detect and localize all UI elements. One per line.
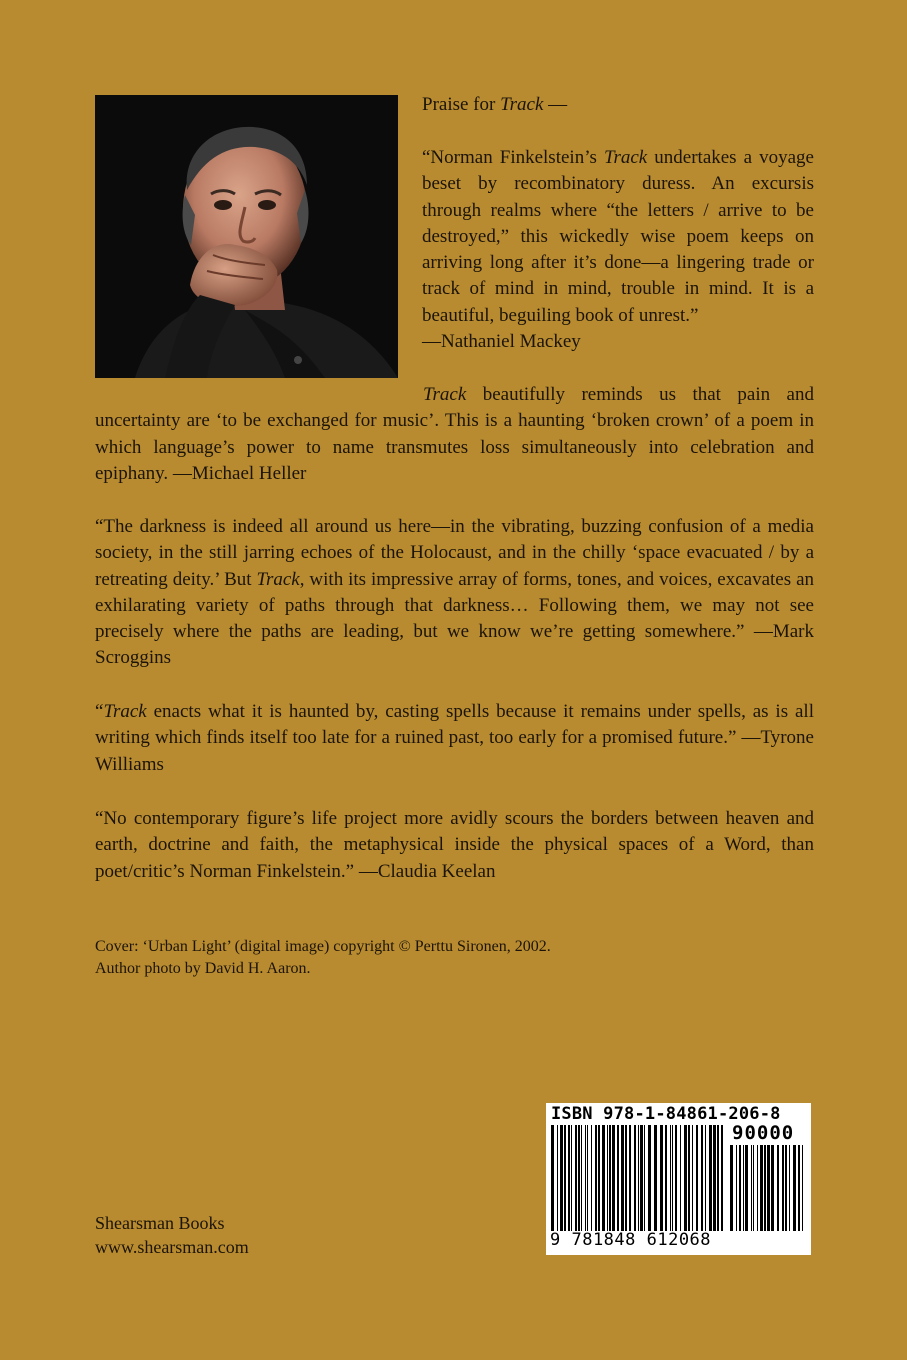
quote-williams [95,699,814,778]
credits [95,936,814,980]
quote-williams-title: Track [103,701,147,722]
quote-scroggins-after: , with its impressive array of forms, tones, and voices, excavates an exhilarating variety of paths through that darkness… Following them, we may not see precisely where the paths are leading, but we know we’re getting somewhere.” —Mark Scroggins [95,568,814,669]
isbn-label: ISBN 978-1-84861-206-8 [551,1104,781,1124]
praise-prefix: Praise for [422,94,501,115]
publisher-block [95,1211,249,1259]
quote-mackey [422,145,814,355]
barcode-addon-bars [729,1145,807,1231]
quote-scroggins [95,514,814,672]
isbn-barcode [546,1103,811,1255]
quote-heller [95,382,814,487]
quote-heller-title: Track [423,384,467,405]
praise-title: Track [500,94,544,115]
quote-williams-open: “ [95,701,104,722]
praise-suffix: — [543,94,568,115]
author-photo [95,95,398,378]
price-code: 90000 [732,1122,795,1144]
quote-williams-body: enacts what it is haunted by, casting spells because it remains under spells, as is all writing which finds itself too late for a ruined past, too early for a promised future.” —Tyrone Williams [95,701,814,775]
publisher-name: Shearsman Books [95,1213,225,1233]
publisher-url: www.shearsman.com [95,1237,249,1257]
quote-keelan [95,806,814,885]
quote-mackey-attribution: —Nathaniel Mackey [422,331,581,353]
barcode-digits: 9 781848 612068 [550,1230,712,1250]
quote-mackey-body: undertakes a voyage beset by recombinatory duress. An excursis through realms where “the letters / arrive to be destroyed,” this wickedly wise poem keeps on arriving long after it’s done—a lingering trade or track of mind in mind, trouble in mind. It is a beautiful, beguiling book of unrest.” [422,147,814,326]
quote-keelan-body: “No contemporary figure’s life project more avidly scours the borders between heaven and earth, doctrine and faith, the metaphysical inside the physical spaces of a Word, than poet/critic’s Norman Finkelstein.” —Claudia Keelan [95,808,814,882]
quote-scroggins-before: “The darkness is indeed all around us here—in the vibrating, buzzing confusion of a media society, in the still jarring echoes of the Holocaust, and in the chilly ‘space evacuated / by a retreating deity.’ But [95,516,814,590]
quote-scroggins-title: Track [256,568,300,590]
cover-credit: Cover: ‘Urban Light’ (digital image) copyright © Perttu Sironen, 2002. [95,938,551,955]
author-portrait-illustration [95,95,398,378]
praise-heading [422,92,814,118]
quote-heller-body: beautifully reminds us that pain and uncertainty are ‘to be exchanged for music’. This is a haunting ‘broken crown’ of a poem in which language’s power to name transmutes loss simultaneously into celebration and epiphany. —Michael Heller [95,384,814,484]
quote-mackey-title: Track [603,147,648,168]
quote-mackey-open: “Norman Finkelstein’s [422,147,604,168]
photo-credit: Author photo by David H. Aaron. [95,960,311,977]
barcode-main-bars [550,1125,726,1231]
